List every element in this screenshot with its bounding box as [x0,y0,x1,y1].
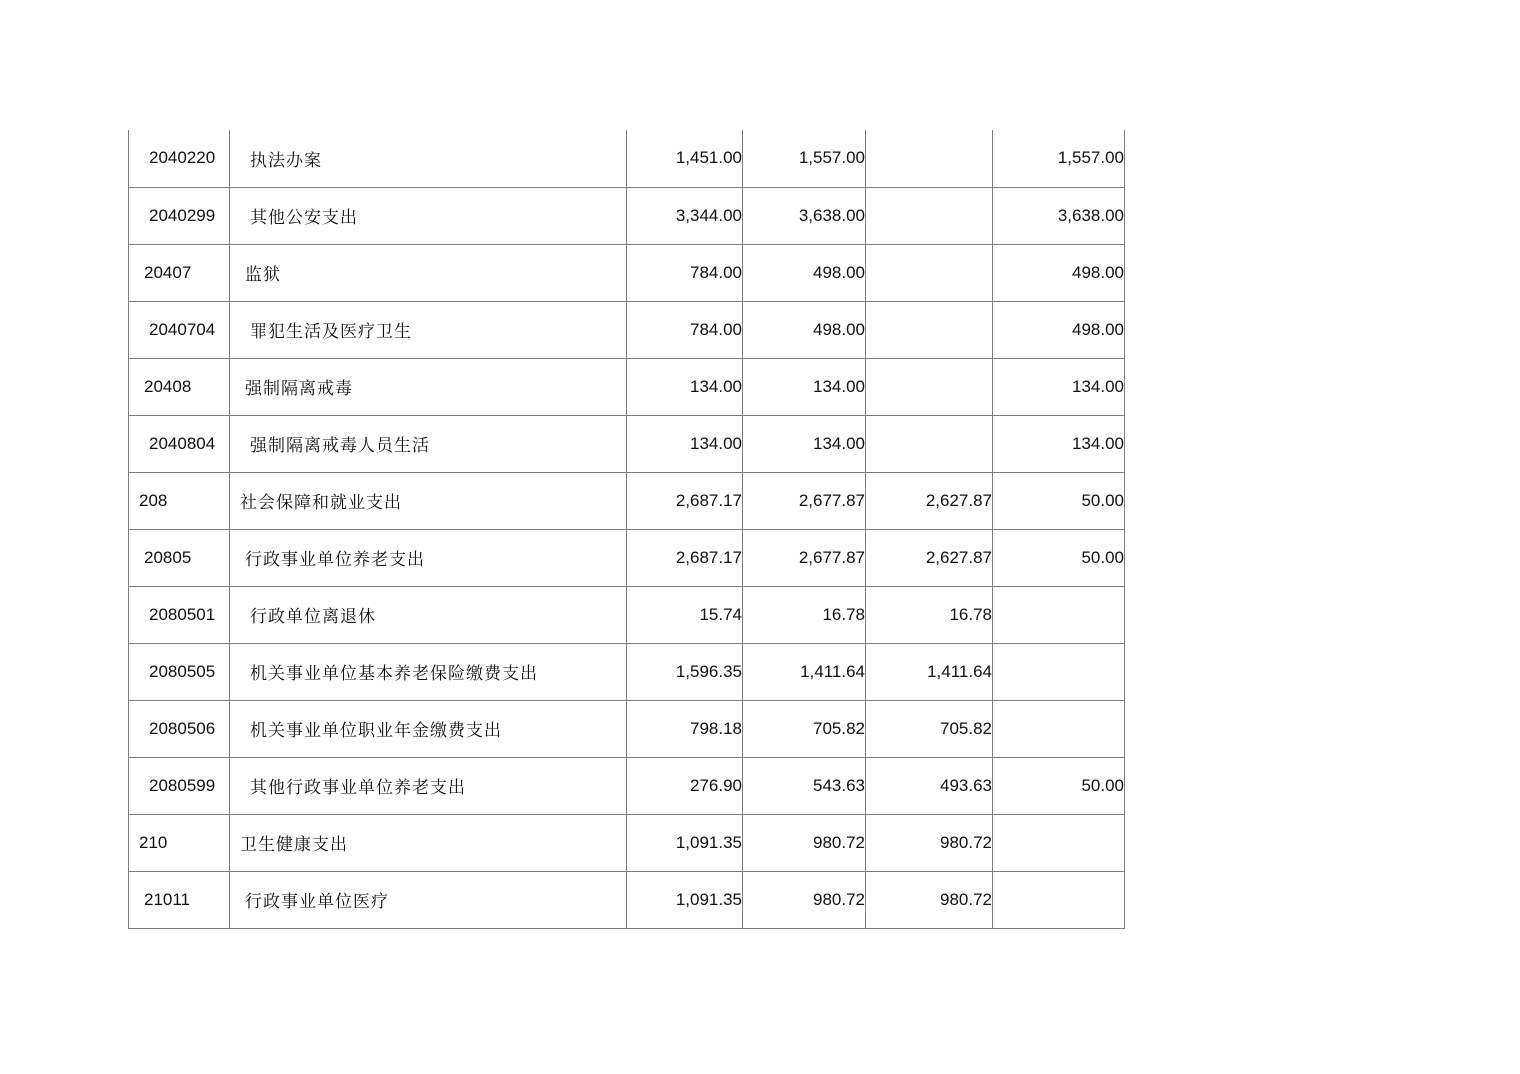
amount-cell-1: 3,344.00 [627,187,743,244]
table-row [129,472,1125,529]
amount-cell-4 [993,586,1125,643]
amount-cell-1: 784.00 [627,244,743,301]
subject-code-cell: 21011 [129,871,230,928]
amount-cell-1: 276.90 [627,757,743,814]
amount-cell-3: 2,627.87 [866,472,993,529]
subject-name-cell: 行政事业单位医疗 [230,871,627,928]
subject-name-cell: 行政事业单位养老支出 [230,529,627,586]
subject-name-cell: 机关事业单位职业年金缴费支出 [230,700,627,757]
amount-cell-3 [866,358,993,415]
table-row [129,130,1125,187]
amount-cell-4: 498.00 [993,301,1125,358]
amount-cell-4: 134.00 [993,358,1125,415]
subject-code-cell: 2040299 [129,187,230,244]
amount-cell-1: 134.00 [627,358,743,415]
table-row [129,586,1125,643]
subject-code-cell: 2080501 [129,586,230,643]
amount-cell-4 [993,643,1125,700]
amount-cell-4 [993,814,1125,871]
amount-cell-3: 980.72 [866,871,993,928]
amount-cell-4 [993,871,1125,928]
amount-cell-1: 1,451.00 [627,130,743,187]
table-row [129,643,1125,700]
amount-cell-3: 16.78 [866,586,993,643]
table-row [129,871,1125,928]
subject-name-cell: 强制隔离戒毒 [230,358,627,415]
subject-name-cell: 强制隔离戒毒人员生活 [230,415,627,472]
amount-cell-4: 498.00 [993,244,1125,301]
subject-name-cell: 执法办案 [230,130,627,187]
amount-cell-3: 705.82 [866,700,993,757]
table-row [129,814,1125,871]
amount-cell-3: 2,627.87 [866,529,993,586]
amount-cell-4: 50.00 [993,757,1125,814]
subject-name-cell: 机关事业单位基本养老保险缴费支出 [230,643,627,700]
subject-code-cell: 208 [129,472,230,529]
budget-table [128,130,1125,929]
amount-cell-3 [866,187,993,244]
subject-code-cell: 2080506 [129,700,230,757]
table-row [129,700,1125,757]
amount-cell-2: 1,411.64 [743,643,866,700]
amount-cell-2: 2,677.87 [743,472,866,529]
amount-cell-1: 784.00 [627,301,743,358]
subject-name-cell: 卫生健康支出 [230,814,627,871]
amount-cell-2: 2,677.87 [743,529,866,586]
amount-cell-3 [866,301,993,358]
table-row [129,301,1125,358]
amount-cell-1: 134.00 [627,415,743,472]
table-row [129,358,1125,415]
subject-code-cell: 20805 [129,529,230,586]
amount-cell-4: 50.00 [993,529,1125,586]
amount-cell-3 [866,244,993,301]
amount-cell-2: 498.00 [743,301,866,358]
subject-code-cell: 2040220 [129,130,230,187]
amount-cell-1: 798.18 [627,700,743,757]
subject-code-cell: 20408 [129,358,230,415]
amount-cell-1: 2,687.17 [627,472,743,529]
table-row [129,529,1125,586]
subject-name-cell: 其他公安支出 [230,187,627,244]
table-row [129,187,1125,244]
subject-name-cell: 监狱 [230,244,627,301]
budget-table-body [129,130,1125,928]
amount-cell-3: 980.72 [866,814,993,871]
amount-cell-2: 1,557.00 [743,130,866,187]
amount-cell-2: 543.63 [743,757,866,814]
amount-cell-4: 3,638.00 [993,187,1125,244]
subject-code-cell: 2040804 [129,415,230,472]
amount-cell-2: 134.00 [743,358,866,415]
subject-name-cell: 行政单位离退休 [230,586,627,643]
subject-code-cell: 20407 [129,244,230,301]
amount-cell-3: 493.63 [866,757,993,814]
amount-cell-4: 1,557.00 [993,130,1125,187]
subject-name-cell: 其他行政事业单位养老支出 [230,757,627,814]
amount-cell-4 [993,700,1125,757]
amount-cell-3: 1,411.64 [866,643,993,700]
subject-code-cell: 210 [129,814,230,871]
subject-name-cell: 社会保障和就业支出 [230,472,627,529]
amount-cell-2: 705.82 [743,700,866,757]
amount-cell-2: 498.00 [743,244,866,301]
amount-cell-1: 1,091.35 [627,814,743,871]
amount-cell-2: 134.00 [743,415,866,472]
amount-cell-1: 1,596.35 [627,643,743,700]
amount-cell-3 [866,415,993,472]
table-row [129,757,1125,814]
amount-cell-2: 16.78 [743,586,866,643]
table-row [129,244,1125,301]
amount-cell-2: 3,638.00 [743,187,866,244]
amount-cell-2: 980.72 [743,814,866,871]
amount-cell-4: 50.00 [993,472,1125,529]
subject-code-cell: 2080599 [129,757,230,814]
table-row [129,415,1125,472]
amount-cell-1: 2,687.17 [627,529,743,586]
subject-code-cell: 2040704 [129,301,230,358]
amount-cell-3 [866,130,993,187]
subject-code-cell: 2080505 [129,643,230,700]
subject-name-cell: 罪犯生活及医疗卫生 [230,301,627,358]
amount-cell-4: 134.00 [993,415,1125,472]
amount-cell-1: 1,091.35 [627,871,743,928]
amount-cell-1: 15.74 [627,586,743,643]
amount-cell-2: 980.72 [743,871,866,928]
